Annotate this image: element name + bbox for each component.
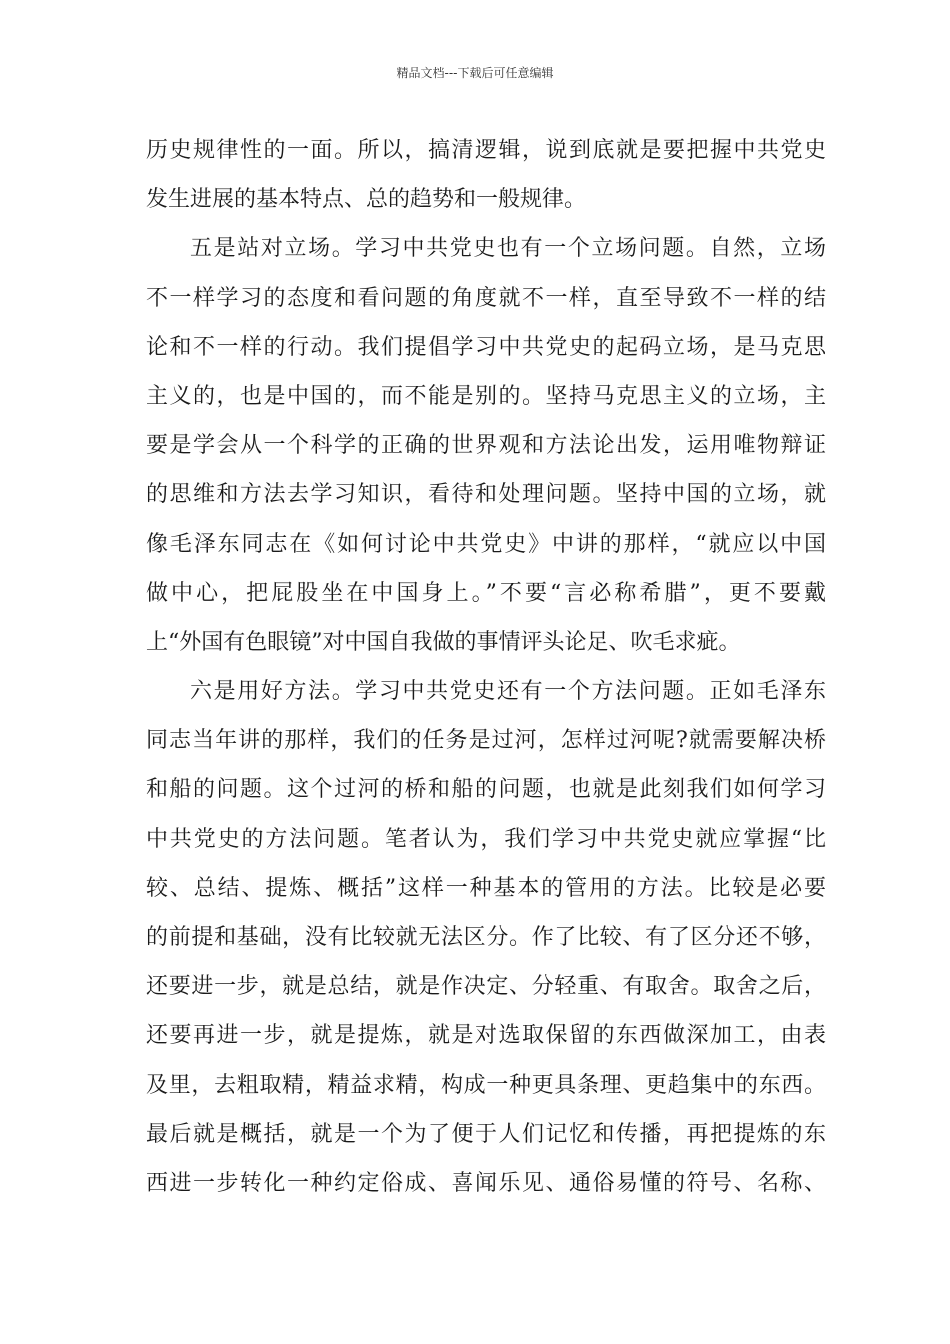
text-line: 同志当年讲的那样，我们的任务是过河，怎样过河呢?就需要解决桥 bbox=[146, 728, 826, 754]
text-line: 的前提和基础，没有比较就无法区分。作了比较、有了区分还不够， bbox=[146, 925, 826, 950]
text-line: 发生进展的基本特点、总的趋势和一般规律。 bbox=[146, 187, 587, 213]
document-body bbox=[146, 126, 826, 1208]
paragraph bbox=[146, 126, 826, 224]
text-line: 还要再进一步，就是提炼，就是对选取保留的东西做深加工，由表 bbox=[146, 1023, 826, 1049]
text-line: 不一样学习的态度和看问题的角度就不一样，直至导致不一样的结 bbox=[146, 285, 826, 311]
text-line: 还要进一步，就是总结，就是作决定、分轻重、有取舍。取舍之后， bbox=[146, 974, 826, 1000]
text-line: 要是学会从一个科学的正确的世界观和方法论出发，运用唯物辩证 bbox=[146, 433, 826, 459]
text-line: 中共党史的方法问题。笔者认为，我们学习中共党史就应掌握“比 bbox=[146, 826, 826, 852]
text-line: 西进一步转化一种约定俗成、喜闻乐见、通俗易懂的符号、名称、 bbox=[146, 1170, 826, 1196]
text-line: 的思维和方法去学习知识，看待和处理问题。坚持中国的立场，就 bbox=[146, 482, 826, 508]
text-line: 五是站对立场。学习中共党史也有一个立场问题。自然，立场 bbox=[190, 236, 826, 262]
text-line: 上“外国有色眼镜”对中国自我做的事情评头论足、吹毛求疵。 bbox=[146, 629, 741, 655]
text-line: 较、总结、提炼、概括”这样一种基本的管用的方法。比较是必要 bbox=[146, 875, 826, 901]
paragraph bbox=[146, 667, 826, 1208]
text-line: 六是用好方法。学习中共党史还有一个方法问题。正如毛泽东 bbox=[190, 679, 826, 705]
text-line: 做中心，把屁股坐在中国身上。”不要“言必称希腊”，更不要戴 bbox=[146, 580, 826, 606]
text-line: 和船的问题。这个过河的桥和船的问题，也就是此刻我们如何学习 bbox=[146, 777, 826, 803]
paragraph bbox=[146, 224, 826, 667]
text-line: 论和不一样的行动。我们提倡学习中共党史的起码立场，是马克思 bbox=[146, 334, 826, 360]
text-line: 及里，去粗取精，精益求精，构成一种更具条理、更趋集中的东西。 bbox=[146, 1072, 826, 1098]
text-line: 最后就是概括，就是一个为了便于人们记忆和传播，再把提炼的东 bbox=[146, 1121, 826, 1147]
text-line: 历史规律性的一面。所以，搞清逻辑，说到底就是要把握中共党史 bbox=[146, 138, 826, 163]
page-header: 精品文档---下载后可任意编辑 bbox=[396, 66, 554, 80]
text-line: 像毛泽东同志在《如何讨论中共党史》中讲的那样，“就应以中国 bbox=[146, 531, 826, 557]
text-line: 主义的，也是中国的，而不能是别的。坚持马克思主义的立场，主 bbox=[146, 383, 826, 409]
